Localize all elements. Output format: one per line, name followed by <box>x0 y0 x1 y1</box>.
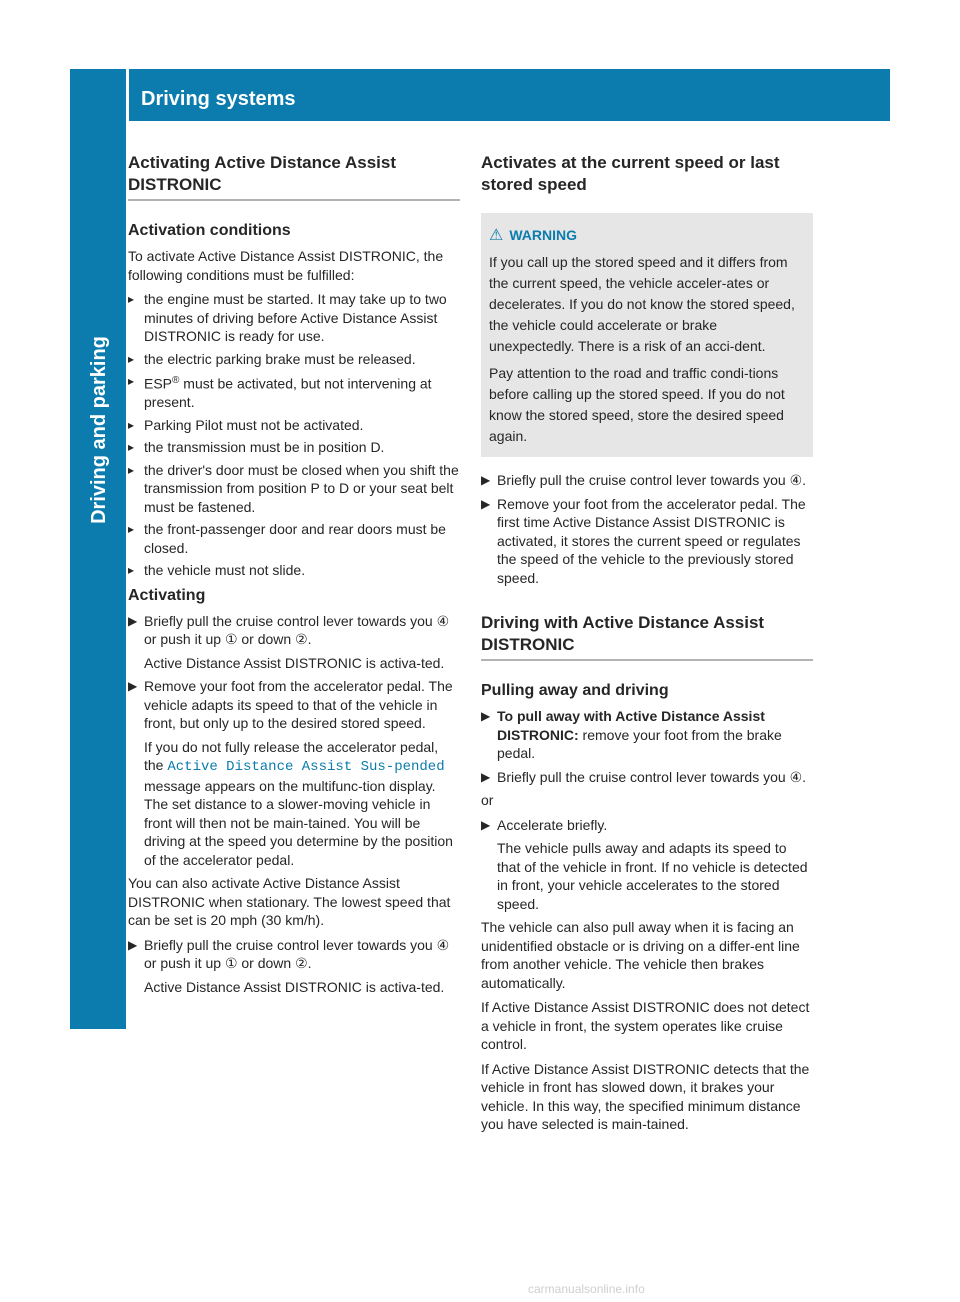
list-item: ▸ Parking Pilot must not be activated. <box>128 416 460 435</box>
list-item: ▸ the driver's door must be closed when you shift the transmission from position P to D or your seat belt must be fastened. <box>128 461 460 517</box>
chapter-label: Driving and parking <box>88 336 110 524</box>
step-arrow-icon: ▶ <box>128 613 138 628</box>
heading-activating: Activating Active Distance Assist DISTRONIC <box>128 153 396 194</box>
step-arrow-icon: ▶ <box>481 473 491 487</box>
list-item: ▸ the electric parking brake must be released. <box>128 350 460 369</box>
warning-triangle-icon: ⚠ <box>489 227 504 244</box>
warning-text: Pay attention to the road and traffic condi-tions before calling up the stored speed. If you do not know the stored speed, store the desired speed again. <box>489 365 785 444</box>
heading-current-speed: Activates at the current speed or last stored speed <box>481 153 780 194</box>
list-item: ▸ the front-passenger door and rear doors must be closed. <box>128 520 460 557</box>
warning-title: ⚠ WARNING <box>489 227 578 244</box>
heading-activation-conditions: Activation conditions <box>128 222 291 239</box>
step-item: ▶ Briefly pull the cruise control lever towards you ④. <box>481 472 807 488</box>
heading-pulling-away: Pulling away and driving <box>481 682 669 699</box>
heading-rule <box>481 659 813 661</box>
list-item: ▸ the transmission must be in position D. <box>128 438 460 457</box>
heading-activating-steps: Activating <box>128 586 206 604</box>
step-arrow-icon: ▶ <box>128 679 138 694</box>
watermark: carmanualsonline.info <box>528 1282 645 1296</box>
step-arrow-icon: ▶ <box>481 496 491 511</box>
list-item: ▸ the vehicle must not slide. <box>128 561 460 580</box>
conditions-intro: To activate Active Distance Assist DISTRONIC, the following conditions must be fulfilled: <box>128 248 444 283</box>
body-paragraph: If Active Distance Assist DISTRONIC does not detect a vehicle in front, the system operates like cruise control. <box>481 999 810 1052</box>
list-item: ▸ the engine must be started. It may take up to two minutes of driving before Active Distance Assist DISTRONIC is ready for use. <box>128 290 460 346</box>
step-item: ▶ Briefly pull the cruise control lever towards you ④. <box>481 768 807 785</box>
step-item: ▶ To pull away with Active Distance Assist DISTRONIC: remove your foot from the brake pedal. <box>481 708 782 761</box>
heading-rule <box>128 199 460 201</box>
or-text: or <box>481 792 494 808</box>
step-item: ▶ Remove your foot from the accelerator pedal. The vehicle adapts its speed to that of the vehicle in front, but only up to the desired stored speed. If you do not fully release the accelerator pedal, the Active Distance Assist Sus‑pended message appears on the multifunc-tion display. The set distance to a slower-moving vehicle in front will then not be main-tained. You will be driving at the speed you determine by the position of the accelerator pedal. <box>128 678 453 868</box>
step-item: ▶ Accelerate briefly. The vehicle pulls away and adapts its speed to that of the vehicle in front. If no vehicle is detected in front, your vehicle accelerates to the stored speed. <box>481 816 808 912</box>
right-column <box>481 152 813 1140</box>
step-arrow-icon: ▶ <box>481 709 491 723</box>
heading-driving: Driving with Active Distance Assist DISTRONIC <box>481 613 765 654</box>
step-item: ▶ Briefly pull the cruise control lever towards you ④ or push it up ① or down ②. Active Distance Assist DISTRONIC is activa-ted. <box>128 936 450 995</box>
display-message: Active Distance Assist Sus‑pended <box>167 759 445 776</box>
step-arrow-icon: ▶ <box>128 937 138 952</box>
section-title: Driving systems <box>141 88 296 110</box>
step-arrow-icon: ▶ <box>481 817 491 832</box>
list-item: ▸ ESP® must be activated, but not intervening at present. <box>128 372 460 412</box>
conditions-list <box>128 290 460 580</box>
warning-text: If you call up the stored speed and it differs from the current speed, the vehicle acceler-ates or decelerates. If you do not know the stored speed, the vehicle could accelerate or brake unexpectedly. There is a risk of an acci-dent. <box>489 254 795 354</box>
step-arrow-icon: ▶ <box>481 769 491 784</box>
warning-box <box>481 213 813 457</box>
header-separator <box>126 69 129 121</box>
step-item: ▶ Remove your foot from the accelerator pedal. The first time Active Distance Assist DISTRONIC is activated, it stores the current speed or regulates the speed of the vehicle to the previously stored speed. <box>481 495 806 586</box>
stationary-note: You can also activate Active Distance Assist DISTRONIC when stationary. The lowest speed that can be set is 20 mph (30 km/h). <box>128 875 451 929</box>
body-paragraph: If Active Distance Assist DISTRONIC detects that the vehicle in front has slowed down, it brakes your vehicle. In this way, the specified minimum distance you have selected is main-tained. <box>481 1060 810 1132</box>
step-item: ▶ Briefly pull the cruise control lever towards you ④ or push it up ① or down ②. Active Distance Assist DISTRONIC is activa-ted. <box>128 612 450 671</box>
body-paragraph: The vehicle can also pull away when it is facing an unidentified obstacle or is driving on a differ-ent line from another vehicle. The vehicle then brakes automatically. <box>481 919 800 991</box>
left-column <box>128 152 460 1001</box>
